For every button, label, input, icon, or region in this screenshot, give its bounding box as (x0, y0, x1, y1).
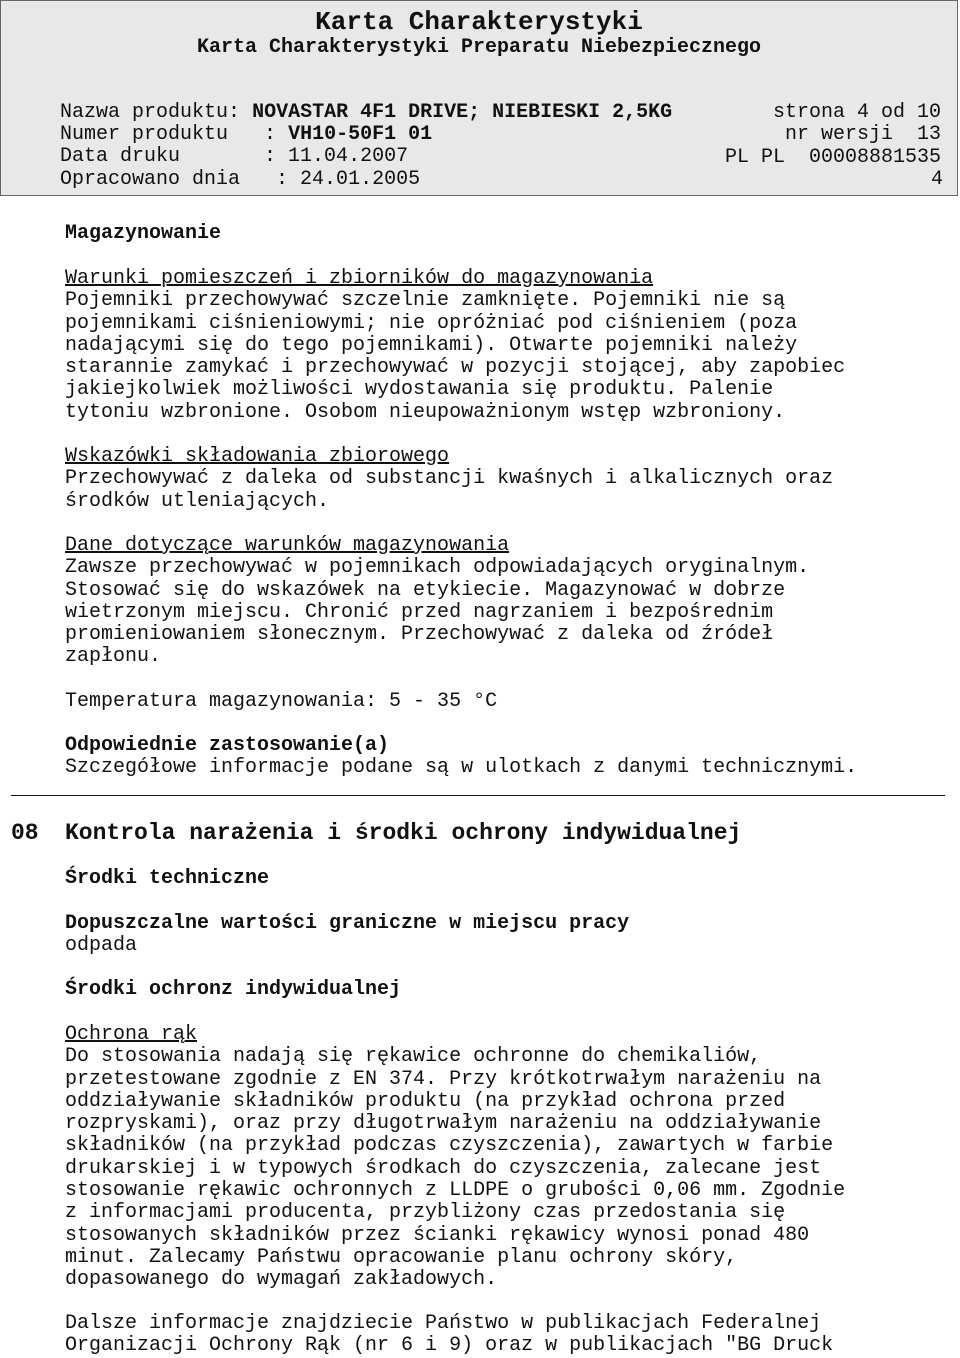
paragraph-line: promieniowaniem słonecznym. Przechowywać z daleka od źródeł (65, 623, 774, 647)
section-08-title (11, 821, 741, 845)
storage-rooms-block (65, 268, 945, 424)
product-name-label: Nazwa produktu: (60, 101, 241, 125)
paragraph-line: starannie zamykać i przechowywać w pozycji stojącej, aby zapobiec (65, 356, 846, 380)
further-info-block (65, 1313, 945, 1358)
joint-storage-heading: Wskazówki składowania zbiorowego (65, 445, 450, 468)
exposure-limits-value: odpada (65, 934, 138, 958)
paragraph-line: minut. Zalecamy Państwu opracowanie planu ochrony skóry, (65, 1245, 738, 1269)
section-divider (11, 795, 945, 796)
paragraph-line: przetestowane zgodnie z EN 374. Przy krótkotrwałym narażeniu na (65, 1067, 822, 1091)
product-number-label: Numer produktu : (60, 123, 289, 147)
header-title: Karta Charakterystyki (315, 7, 643, 37)
paragraph-line: pojemnikami ciśnieniowymi; nie opróżniać pod ciśnieniem (poza (65, 311, 798, 335)
paragraph-line: Pojemniki przechowywać szczelnie zamknięte. Pojemniki nie są (65, 289, 786, 313)
print-date: Data druku : 11.04.2007 (60, 145, 409, 169)
exposure-limits-heading: Dopuszczalne wartości graniczne w miejscu pracy (65, 912, 630, 935)
joint-storage-block (65, 446, 945, 513)
storage-temperature: Temperatura magazynowania: 5 - 35 °C (65, 690, 498, 713)
version-number: nr wersji 13 (784, 123, 941, 146)
paragraph-line: z informacjami producenta, przybliżony czas przedostania się (65, 1201, 786, 1225)
paragraph-line: Organizacji Ochrony Rąk (nr 6 i 9) oraz w publikacjach "BG Druck (65, 1334, 834, 1358)
section-title-text: Kontrola narażenia i środki ochrony indywidualnej (65, 820, 742, 846)
paragraph-line: drukarskiej i w typowych środkach do czyszczenia, zalecane jest (65, 1156, 822, 1180)
paragraph-line: Stosować się do wskazówek na etykiecie. Magazynować w dobrze (65, 578, 786, 602)
technical-measures-heading: Środki techniczne (65, 867, 270, 890)
paragraph-line: Dalsze informacje znajdziecie Państwo w publikacjach Federalnej (65, 1312, 822, 1335)
paragraph-line: jakiejkolwiek możliwości wydostawania się produktu. Palenie (65, 378, 774, 402)
storage-conditions-block (65, 535, 945, 669)
prepared-date-row (12, 146, 941, 192)
rooms-heading: Warunki pomieszczeń i zbiorników do magazynowania (65, 267, 654, 290)
paragraph-line: środków utleniających. (65, 489, 330, 513)
product-name-value: NOVASTAR 4F1 DRIVE; NIEBIESKI 2,5KG (252, 101, 673, 125)
paragraph-line: wietrzonym miejscu. Chronić przed nagrzaniem i bezpośrednim (65, 600, 774, 624)
product-number-value: VH10-50F1 01 (288, 123, 433, 147)
storage-heading: Magazynowanie (65, 222, 222, 245)
document-header (0, 0, 958, 196)
exposure-limits-block (65, 913, 945, 958)
paragraph-line: tytoniu wzbronione. Osobom nieupoważnionym wstęp wzbroniony. (65, 400, 786, 424)
paragraph-line: składników (na przykład podczas czyszczenia), zawartych w farbie (65, 1134, 834, 1158)
page-number: 4 (930, 168, 943, 191)
prepared-date: Opracowano dnia : 24.01.2005 (60, 168, 421, 192)
paragraph-line: oddziaływanie składników produktu (na przykład ochrona przed (65, 1089, 786, 1113)
page-indicator: strona 4 od 10 (772, 101, 941, 124)
document-code: PL PL 00008881535 (724, 146, 941, 169)
hand-protection-block (65, 1024, 945, 1292)
paragraph-line: dopasowanego do wymagań zakładowych. (65, 1268, 498, 1292)
paragraph-line: stosowanych składników przez ścianki rękawicy wynosi ponad 480 (65, 1223, 810, 1247)
paragraph-line: nadającymi się do tego pojemnikami). Otwarte pojemniki należy (65, 333, 798, 357)
personal-protection-heading: Środki ochronz indywidualnej (65, 978, 402, 1001)
storage-conditions-heading: Dane dotyczące warunków magazynowania (65, 534, 510, 557)
suitable-use-text: Szczegółowe informacje podane są w ulotkach z danymi technicznymi. (65, 756, 858, 780)
paragraph-line: zapłonu. (65, 645, 162, 669)
paragraph-line: Zawsze przechowywać w pojemnikach odpowiadających oryginalnym. (65, 556, 810, 580)
suitable-use-block (65, 735, 945, 780)
paragraph-line: rozpryskami), oraz przy długotrwałym narażeniu na oddziaływanie (65, 1112, 822, 1136)
suitable-use-heading: Odpowiednie zastosowanie(a) (65, 734, 390, 757)
section-number: 08 (11, 820, 39, 846)
paragraph-line: Do stosowania nadają się rękawice ochronne do chemikaliów, (65, 1045, 762, 1069)
hand-protection-heading: Ochrona rąk (65, 1023, 198, 1046)
paragraph-line: Przechowywać z daleka od substancji kwaśnych i alkalicznych oraz (65, 467, 834, 491)
paragraph-line: stosowanie rękawic ochronnych z LLDPE o grubości 0,06 mm. Zgodnie (65, 1179, 846, 1203)
header-subtitle: Karta Charakterystyki Preparatu Niebezpiecznego (196, 36, 762, 59)
